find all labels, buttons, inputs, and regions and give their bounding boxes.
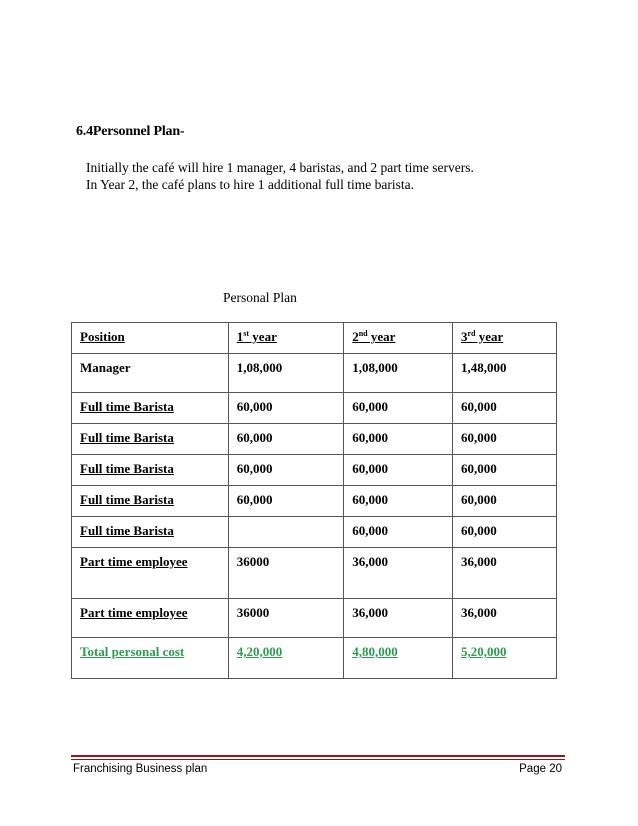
table-row bbox=[72, 455, 557, 486]
cell-year-1: 60,000 bbox=[228, 424, 343, 455]
header-position: Position bbox=[72, 323, 229, 354]
cell-position: Full time Barista bbox=[72, 393, 229, 424]
cell-position: Full time Barista bbox=[72, 424, 229, 455]
header-year-3: 3rd year bbox=[452, 323, 556, 354]
cell-year-2: 36,000 bbox=[344, 548, 453, 599]
footer-rule-thin bbox=[71, 759, 565, 760]
cell-position: Manager bbox=[72, 354, 229, 393]
table-total-row bbox=[72, 638, 557, 679]
cell-year-1: 60,000 bbox=[228, 455, 343, 486]
footer-rule-thick bbox=[71, 755, 565, 757]
cell-year-1: 1,08,000 bbox=[228, 354, 343, 393]
table-row bbox=[72, 393, 557, 424]
cell-year-3: 36,000 bbox=[452, 548, 556, 599]
cell-year-1: 36000 bbox=[228, 548, 343, 599]
cell-total-year-3: 5,20,000 bbox=[452, 638, 556, 679]
cell-position: Full time Barista bbox=[72, 517, 229, 548]
footer-document-title: Franchising Business plan bbox=[73, 763, 208, 775]
intro-paragraph bbox=[86, 159, 474, 193]
footer-page-number: Page 20 bbox=[519, 763, 562, 775]
personnel-plan-table bbox=[71, 322, 557, 679]
table-row bbox=[72, 486, 557, 517]
cell-year-3: 1,48,000 bbox=[452, 354, 556, 393]
table-row bbox=[72, 424, 557, 455]
header-year-1: 1st year bbox=[228, 323, 343, 354]
cell-year-3: 36,000 bbox=[452, 599, 556, 638]
cell-year-2: 36,000 bbox=[344, 599, 453, 638]
table-row bbox=[72, 599, 557, 638]
cell-total-year-1: 4,20,000 bbox=[228, 638, 343, 679]
table-header-row bbox=[72, 323, 557, 354]
cell-position: Part time employee bbox=[72, 548, 229, 599]
cell-total-label: Total personal cost bbox=[72, 638, 229, 679]
cell-position: Full time Barista bbox=[72, 455, 229, 486]
cell-position: Full time Barista bbox=[72, 486, 229, 517]
cell-year-3: 60,000 bbox=[452, 455, 556, 486]
cell-year-2: 60,000 bbox=[344, 393, 453, 424]
intro-line-2: In Year 2, the café plans to hire 1 additional full time barista. bbox=[86, 177, 415, 192]
cell-year-1: 60,000 bbox=[228, 393, 343, 424]
cell-year-3: 60,000 bbox=[452, 393, 556, 424]
cell-year-2: 60,000 bbox=[344, 455, 453, 486]
table-row bbox=[72, 517, 557, 548]
table-caption: Personal Plan bbox=[223, 290, 297, 305]
cell-year-1: 60,000 bbox=[228, 486, 343, 517]
cell-year-2: 60,000 bbox=[344, 486, 453, 517]
cell-year-3: 60,000 bbox=[452, 486, 556, 517]
table-row bbox=[72, 354, 557, 393]
cell-year-1: 36000 bbox=[228, 599, 343, 638]
intro-line-1: Initially the café will hire 1 manager, 4 baristas, and 2 part time servers. bbox=[86, 160, 474, 175]
cell-year-3: 60,000 bbox=[452, 517, 556, 548]
cell-year-1 bbox=[228, 517, 343, 548]
section-heading: 6.4Personnel Plan- bbox=[76, 124, 185, 139]
cell-year-2: 60,000 bbox=[344, 517, 453, 548]
header-year-2: 2nd year bbox=[344, 323, 453, 354]
cell-year-2: 1,08,000 bbox=[344, 354, 453, 393]
cell-total-year-2: 4,80,000 bbox=[344, 638, 453, 679]
cell-year-3: 60,000 bbox=[452, 424, 556, 455]
cell-position: Part time employee bbox=[72, 599, 229, 638]
cell-year-2: 60,000 bbox=[344, 424, 453, 455]
table-row bbox=[72, 548, 557, 599]
